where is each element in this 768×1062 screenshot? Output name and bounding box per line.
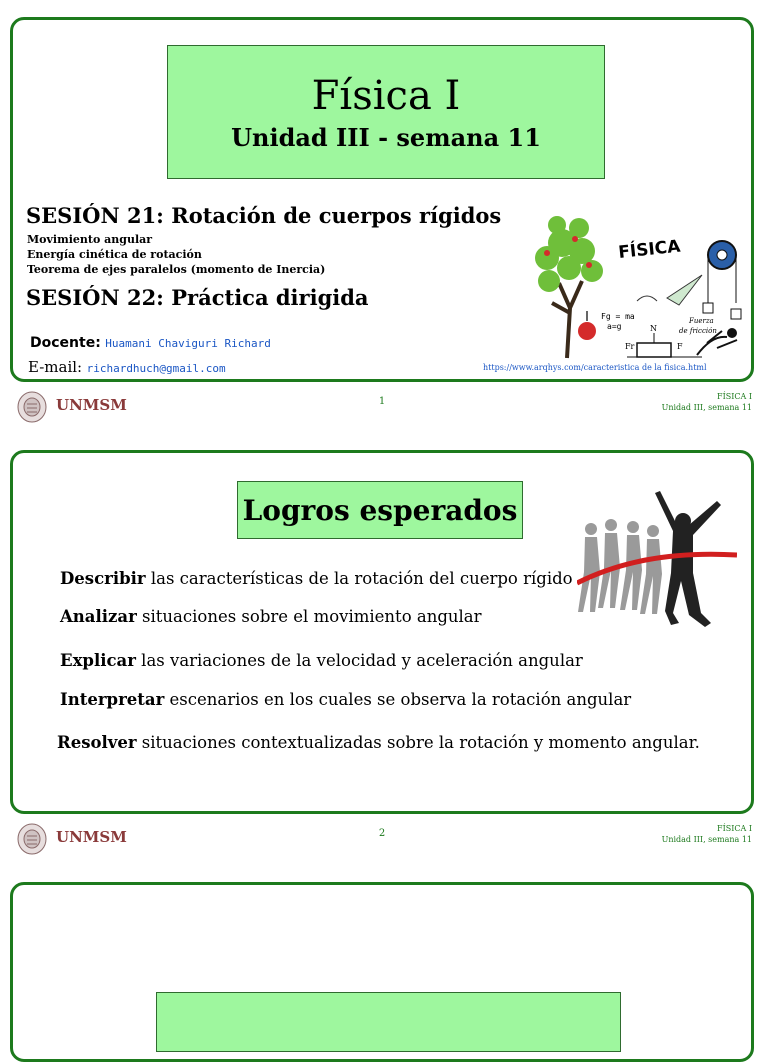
achievement-verb: Analizar [60, 607, 137, 626]
achievement-item [57, 733, 700, 752]
footer-2 [0, 818, 768, 858]
formula-text: Fg = ma [601, 312, 635, 321]
topic-item: Movimiento angular [27, 233, 153, 246]
email-label: E-mail: [28, 358, 83, 376]
friction-label: de fricción [679, 327, 717, 335]
achievement-text: escenarios en los cuales se observa la rotación angular [164, 690, 632, 709]
footer-course: FÍSICA I [717, 824, 752, 833]
email-link[interactable]: richardhuch@gmail.com [86, 362, 226, 375]
teacher-label: Docente [30, 335, 96, 351]
achievement-verb: Describir [60, 569, 146, 588]
footer-unit: Unidad III, semana 11 [661, 403, 752, 412]
achievement-text: las características de la rotación del cuerpo rígido [145, 569, 573, 588]
course-title: Física I [311, 73, 461, 119]
achievement-item [60, 607, 482, 626]
achievement-verb: Resolver [57, 733, 137, 752]
email-line [28, 358, 226, 376]
page-number: 1 [378, 396, 386, 407]
illustration-heading: FÍSICA [617, 236, 682, 263]
block-icon [637, 343, 671, 357]
force-label: N [650, 324, 657, 333]
footer-course: FÍSICA I [717, 392, 752, 401]
achievement-item [60, 569, 573, 588]
teacher-line: Docente: Huamani Chaviguri Richard [30, 335, 271, 351]
slide-2 [10, 450, 754, 814]
page-number: 2 [378, 828, 386, 839]
unit-subtitle: Unidad III - semana 11 [231, 123, 541, 152]
slide-1 [10, 17, 754, 382]
image-source-link[interactable]: https://www.arqhys.com/caracteristica de la fisica.html [483, 363, 707, 372]
achievement-item [60, 690, 631, 709]
force-label: F [677, 342, 683, 351]
physics-illustration [527, 213, 749, 363]
topic-item: Teorema de ejes paralelos (momento de Inercia) [27, 263, 326, 276]
achievement-text: las variaciones de la velocidad y aceleración angular [135, 651, 583, 670]
title-box [167, 45, 605, 179]
unmsm-seal-icon [16, 822, 48, 856]
university-name: UNMSM [56, 396, 127, 414]
session-21-heading: SESIÓN 21: Rotación de cuerpos rígidos [26, 203, 502, 228]
paper-plane-icon [667, 275, 702, 305]
runners-illustration [577, 491, 737, 641]
slide-3 [10, 882, 754, 1062]
formula-text: a=g [607, 322, 622, 331]
tree-trunk-icon [552, 281, 582, 358]
achievement-item [60, 651, 583, 670]
footer-unit: Unidad III, semana 11 [661, 835, 752, 844]
footer-course-info [662, 391, 752, 413]
unmsm-seal-icon [16, 390, 48, 424]
achievement-text: situaciones contextualizadas sobre la rotación y momento angular. [136, 733, 700, 752]
footer-course-info [662, 823, 752, 845]
slide-3-title-box [156, 992, 621, 1052]
footer-1 [0, 386, 768, 426]
topic-item: Energía cinética de rotación [27, 248, 202, 261]
university-name: UNMSM [56, 828, 127, 846]
force-label: Fr [625, 342, 635, 351]
logros-title-box [237, 481, 523, 539]
achievement-verb: Interpretar [60, 690, 165, 709]
session-22-heading: SESIÓN 22: Práctica dirigida [26, 285, 369, 310]
teacher-name: Huamani Chaviguri Richard [105, 337, 271, 350]
achievement-text: situaciones sobre el movimiento angular [136, 607, 482, 626]
logros-title: Logros esperados [242, 494, 518, 527]
achievement-verb: Explicar [60, 651, 136, 670]
friction-label: Fuerza [689, 317, 714, 325]
